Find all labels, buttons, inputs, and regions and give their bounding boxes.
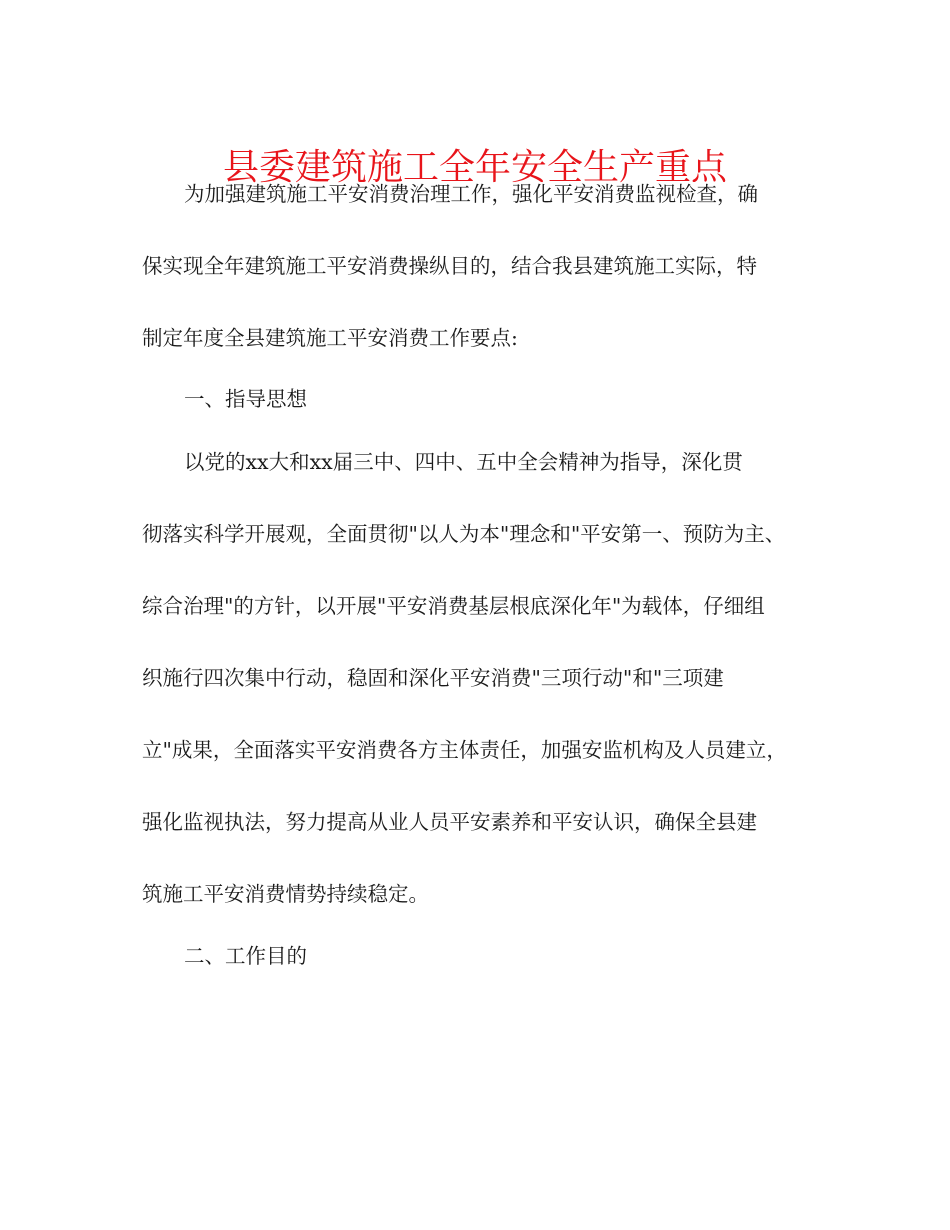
document-title: 县委建筑施工全年安全生产重点 — [222, 147, 727, 189]
paragraph-line: 制定年度全县建筑施工平安消费工作要点: — [142, 326, 518, 350]
paragraph-line: 强化监视执法，努力提高从业人员平安素养和平安认识，确保全县建 — [142, 810, 757, 834]
section-heading: 二、工作目的 — [184, 944, 307, 968]
paragraph-line: 综合治理"的方针，以开展"平安消费基层根底深化年"为载体，仔细组 — [142, 594, 765, 618]
paragraph-line: 彻落实科学开展观，全面贯彻"以人为本"理念和"平安第一、预防为主、 — [142, 522, 786, 546]
paragraph-line: 织施行四次集中行动，稳固和深化平安消费"三项行动"和"三项建 — [142, 666, 724, 690]
paragraph-line: 保实现全年建筑施工平安消费操纵目的，结合我县建筑施工实际，特 — [142, 254, 757, 278]
section-heading: 一、指导思想 — [184, 387, 307, 411]
paragraph-line: 为加强建筑施工平安消费治理工作，强化平安消费监视检查，确 — [184, 182, 758, 206]
paragraph-line: 以党的xx大和xx届三中、四中、五中全会精神为指导，深化贯 — [184, 450, 743, 474]
paragraph-line: 筑施工平安消费情势持续稳定。 — [142, 882, 429, 906]
paragraph-line: 立"成果，全面落实平安消费各方主体责任，加强安监机构及人员建立， — [142, 738, 787, 762]
